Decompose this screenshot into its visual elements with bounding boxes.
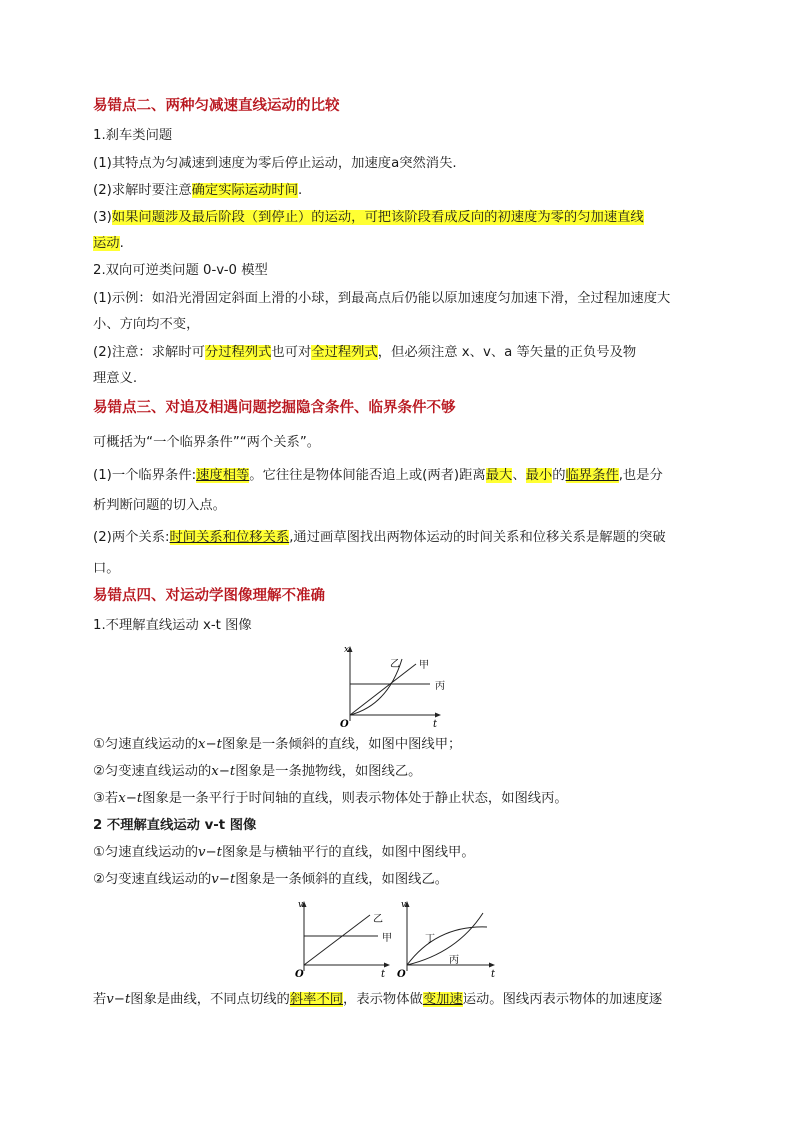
text: 。它往往是物体间能否追上或(两者)距离 [249, 468, 486, 483]
reversible-title: 2.双向可逆类问题 0-v-0 模型 [93, 263, 268, 278]
text: ②匀变速直线运动的 [93, 872, 212, 887]
highlight: 速度相等 [196, 468, 250, 483]
text: 若 [93, 992, 107, 1007]
text: ，但必须注意 x、v、a 等矢量的正负号及物 [377, 345, 637, 360]
text: . [119, 236, 124, 251]
text: 图象是一条抛物线，如图线乙。 [235, 764, 422, 779]
origin-label: O [397, 969, 406, 980]
text: (1)一个临界条件: [93, 468, 197, 483]
origin-label: O [340, 719, 349, 730]
origin-label: O [295, 969, 304, 980]
math: v−t [106, 992, 131, 1007]
vt-graph-1 [290, 897, 402, 982]
vt-graph-2 [397, 897, 507, 982]
x-label: t [433, 719, 438, 730]
curve-ding [407, 927, 487, 965]
math: v−t [211, 872, 236, 887]
vt-1 [93, 843, 475, 863]
text: (2)注意：求解时可 [93, 345, 205, 360]
line-yi [304, 915, 370, 965]
text: . [298, 183, 303, 198]
highlight: 分过程列式 [204, 345, 272, 360]
text: 图象是一条倾斜的直线，如图中图线甲； [221, 737, 462, 752]
y-label: v [401, 900, 407, 910]
text: 运动。图线丙表示物体的加速度逐 [462, 992, 663, 1007]
reversible-a2: 小、方向均不变， [93, 317, 200, 332]
text: 也可对 [271, 345, 312, 360]
brake-title: 1.刹车类问题 [93, 128, 173, 143]
reversible-a1: (1)示例：如沿光滑固定斜面上滑的小球，到最高点后仍能以原加速度匀加速下滑，全过程加速度大 [93, 291, 671, 306]
x-label: t [381, 969, 386, 980]
xt-1 [93, 735, 461, 755]
s3-intro: 可概括为“一个临界条件”“两个关系”。 [93, 435, 321, 450]
x-axis-arrow [384, 963, 390, 968]
line-jia [350, 664, 416, 715]
label-jia: 甲 [419, 660, 429, 671]
text: 图象是与横轴平行的直线，如图中图线甲。 [222, 845, 475, 860]
highlight: 斜率不同 [289, 992, 344, 1007]
brake-b [93, 181, 302, 201]
text: (3) [93, 210, 112, 225]
label-ding: 丁 [425, 934, 435, 945]
text: ，表示物体做 [343, 992, 423, 1007]
text: ②匀变速直线运动的 [93, 764, 212, 779]
xt-3 [93, 789, 568, 809]
s3-b2: 口。 [93, 561, 120, 576]
label-yi: 乙 [390, 659, 400, 670]
reversible-b [93, 343, 636, 363]
text: 图象是一条平行于时间轴的直线，则表示物体处于静止状态，如图线丙。 [142, 791, 568, 806]
x-label: t [491, 969, 496, 980]
vt-title: 2 不理解直线运动 v-t 图像 [93, 818, 257, 833]
heading-s2: 易错点二、两种匀减速直线运动的比较 [93, 98, 340, 114]
xt-graph [330, 643, 465, 730]
y-label: v [298, 900, 304, 910]
text: 图象是曲线，不同点切线的 [130, 992, 290, 1007]
math: x−t [211, 764, 236, 779]
vt-2 [93, 870, 448, 890]
xt-title: 1.不理解直线运动 x-t 图像 [93, 618, 252, 633]
highlight: 最小 [525, 468, 553, 483]
heading-s4: 易错点四、对运动学图像理解不准确 [93, 588, 325, 604]
text: ③若 [93, 791, 119, 806]
highlight: 变加速 [422, 992, 463, 1007]
text: 的 [552, 468, 566, 483]
text: ,也是分 [618, 468, 663, 483]
text: 图象是一条倾斜的直线，如图线乙。 [235, 872, 449, 887]
text: ①匀速直线运动的 [93, 737, 198, 752]
xt-2 [93, 762, 421, 782]
vt-last [93, 990, 662, 1010]
text: ,通过画草图找出两物体运动的时间关系和位移关系是解题的突破 [289, 530, 666, 545]
highlight: 运动 [93, 236, 120, 251]
highlight: 最大 [485, 468, 513, 483]
heading-s3: 易错点三、对追及相遇问题挖掘隐含条件、临界条件不够 [93, 400, 456, 416]
x-axis-arrow [435, 713, 441, 718]
text: 、 [512, 468, 526, 483]
brake-a: (1)其特点为匀减速到速度为零后停止运动，加速度a突然消失. [93, 156, 457, 171]
math: x−t [118, 791, 143, 806]
s3-a2: 析判断问题的切入点。 [93, 498, 226, 513]
y-label: x [344, 645, 350, 655]
highlight: 时间关系和位移关系 [169, 530, 290, 545]
brake-c2 [93, 234, 124, 254]
label-yi: 乙 [373, 914, 383, 925]
x-axis-arrow [489, 963, 495, 968]
highlight: 临界条件 [565, 468, 619, 483]
s3-a [93, 466, 663, 486]
label-bing: 丙 [449, 955, 459, 966]
label-jia: 甲 [382, 933, 392, 944]
brake-c [93, 208, 644, 228]
math: v−t [198, 845, 222, 860]
highlight: 全过程列式 [311, 345, 378, 360]
curve-bing [407, 913, 483, 965]
s3-b [93, 528, 666, 548]
highlight: 确定实际运动时间 [191, 183, 298, 198]
reversible-b2: 理意义. [93, 371, 138, 386]
highlight: 如果问题涉及最后阶段（到停止）的运动，可把该阶段看成反向的初速度为零的匀加速直线 [111, 210, 644, 225]
text: (2)求解时要注意 [93, 183, 192, 198]
label-bing: 丙 [435, 681, 445, 692]
text: (2)两个关系: [93, 530, 170, 545]
text: ①匀速直线运动的 [93, 845, 198, 860]
math: x−t [198, 737, 222, 752]
